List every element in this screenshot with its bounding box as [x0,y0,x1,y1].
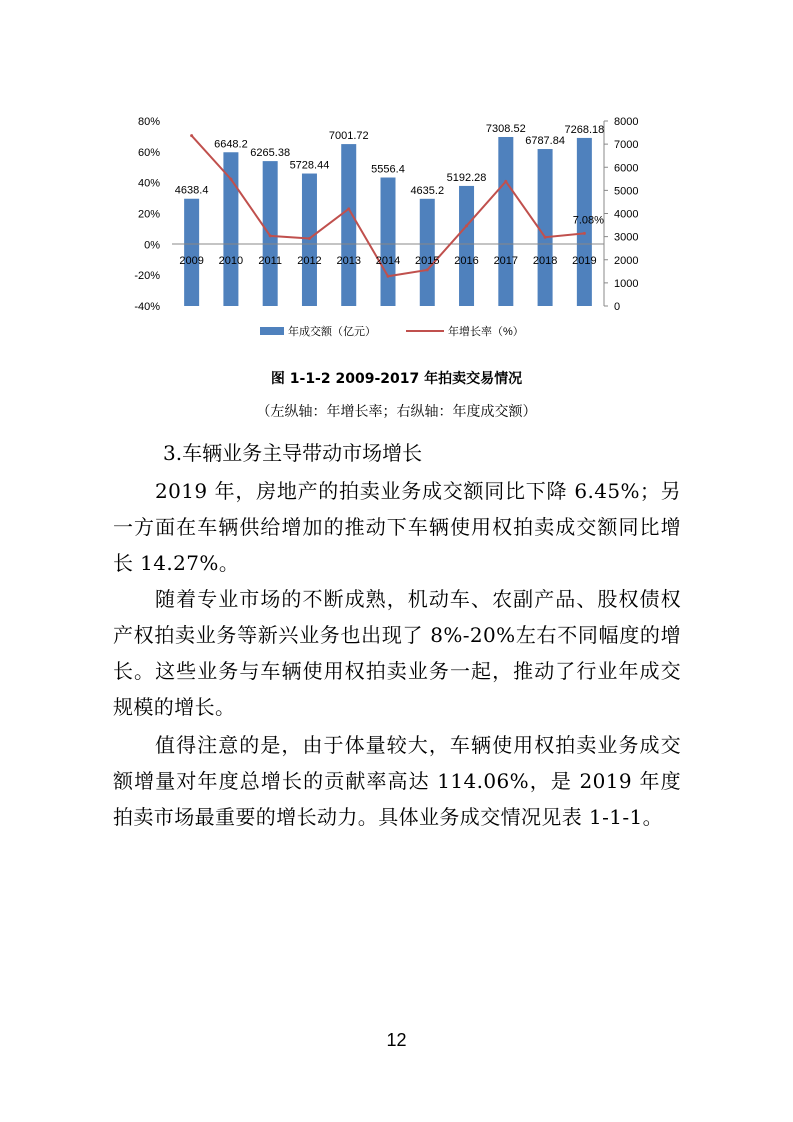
bar [184,199,199,306]
right-tick-label: 1000 [614,277,639,290]
category-label: 2013 [336,255,361,267]
bar [341,144,356,306]
growth-point [465,224,468,227]
bar-value-label: 4635.2 [410,184,445,197]
legend-line-label: 年增长率（%） [448,326,524,338]
right-tick-label: 8000 [614,116,639,128]
right-tick-label: 6000 [614,162,639,175]
growth-point [269,234,272,237]
right-tick-label: 3000 [614,231,639,244]
paragraph: 随着专业市场的不断成熟，机动车、农副产品、股权债权产权拍卖业务等新兴业务也出现了 8%-20%左右不同幅度的增长。这些业务与车辆使用权拍卖业务一起，推动了行业年成交规模的增长。 [113,587,681,719]
right-tick-label: 5000 [614,185,639,198]
left-tick-label: -20% [134,270,160,283]
bar-value-label: 6265.38 [250,147,291,160]
category-label: 2009 [179,255,204,267]
growth-point [190,134,193,137]
category-label: 2016 [454,255,479,267]
legend-bar-label: 年成交额（亿元） [288,326,376,338]
bar [381,178,396,306]
page-number: 12 [386,1030,407,1050]
line-value-labels [573,214,604,226]
growth-point [504,180,507,183]
left-tick-label: -40% [134,301,160,313]
category-labels [179,255,596,267]
bar-series [184,137,592,306]
section-heading: 3.车辆业务主导带动市场增长 [163,441,423,465]
growth-point [387,275,390,278]
figure-axis-note: （左纵轴：年增长率；右纵轴：年度成交额） [256,404,537,420]
growth-point [308,237,311,240]
category-label: 2014 [375,255,401,267]
paragraph: 值得注意的是，由于体量较大，车辆使用权拍卖业务成交额增量对年度总增长的贡献率高达 114.06%，是 2019 年度拍卖市场最重要的增长动力。具体业务成交情况见表 1-1-1。 [113,733,681,829]
chart-legend [260,324,524,338]
bar [498,137,513,306]
right-tick-label: 4000 [614,208,639,221]
bar-value-label: 5556.4 [371,163,405,176]
left-tick-label: 40% [137,177,160,190]
bar-value-label: 7001.72 [328,130,369,143]
auction-chart [130,108,639,343]
left-tick-label: 60% [137,146,160,159]
left-axis-ticks [134,116,160,313]
growth-point [544,236,547,239]
paragraph: 2019 年，房地产的拍卖业务成交额同比下降 6.45%；另一方面在车辆供给增加的推动下车辆使用权拍卖成交额同比增长 14.27%。 [113,479,681,575]
right-tick-label: 2000 [614,254,639,267]
growth-value-label: 7.08% [572,214,604,227]
growth-point [583,232,586,235]
bar [459,186,474,306]
bar-value-label: 6787.84 [525,135,565,148]
legend-bar-swatch [260,327,284,335]
right-tick-label: 0 [614,301,621,313]
right-axis-ticks [604,116,638,313]
right-tick-label: 7000 [614,139,639,152]
category-label: 2019 [572,255,597,267]
category-label: 2011 [258,255,283,267]
bar [420,199,435,306]
category-label: 2010 [218,255,244,267]
category-label: 2012 [297,255,322,267]
left-tick-label: 80% [137,116,160,128]
category-label: 2015 [415,255,440,267]
bar-value-label: 7308.52 [485,122,526,135]
bar-value-label: 7268.18 [564,123,605,136]
growth-point [347,207,350,210]
growth-point [426,268,429,271]
category-label: 2017 [493,255,519,267]
category-label: 2018 [532,255,558,267]
bar-value-label: 6648.2 [214,138,248,151]
bar-value-label: 5728.44 [289,159,330,172]
bar [263,161,278,306]
bar [223,152,238,306]
left-tick-label: 0% [144,239,160,252]
growth-point [229,178,232,181]
bar-value-label: 4638.4 [174,184,209,197]
bar-value-label: 5192.28 [446,171,487,184]
figure-caption: 图 1-1-2 2009-2017 年拍卖交易情况 [270,371,523,387]
left-tick-label: 20% [137,208,160,221]
bar [538,149,553,306]
